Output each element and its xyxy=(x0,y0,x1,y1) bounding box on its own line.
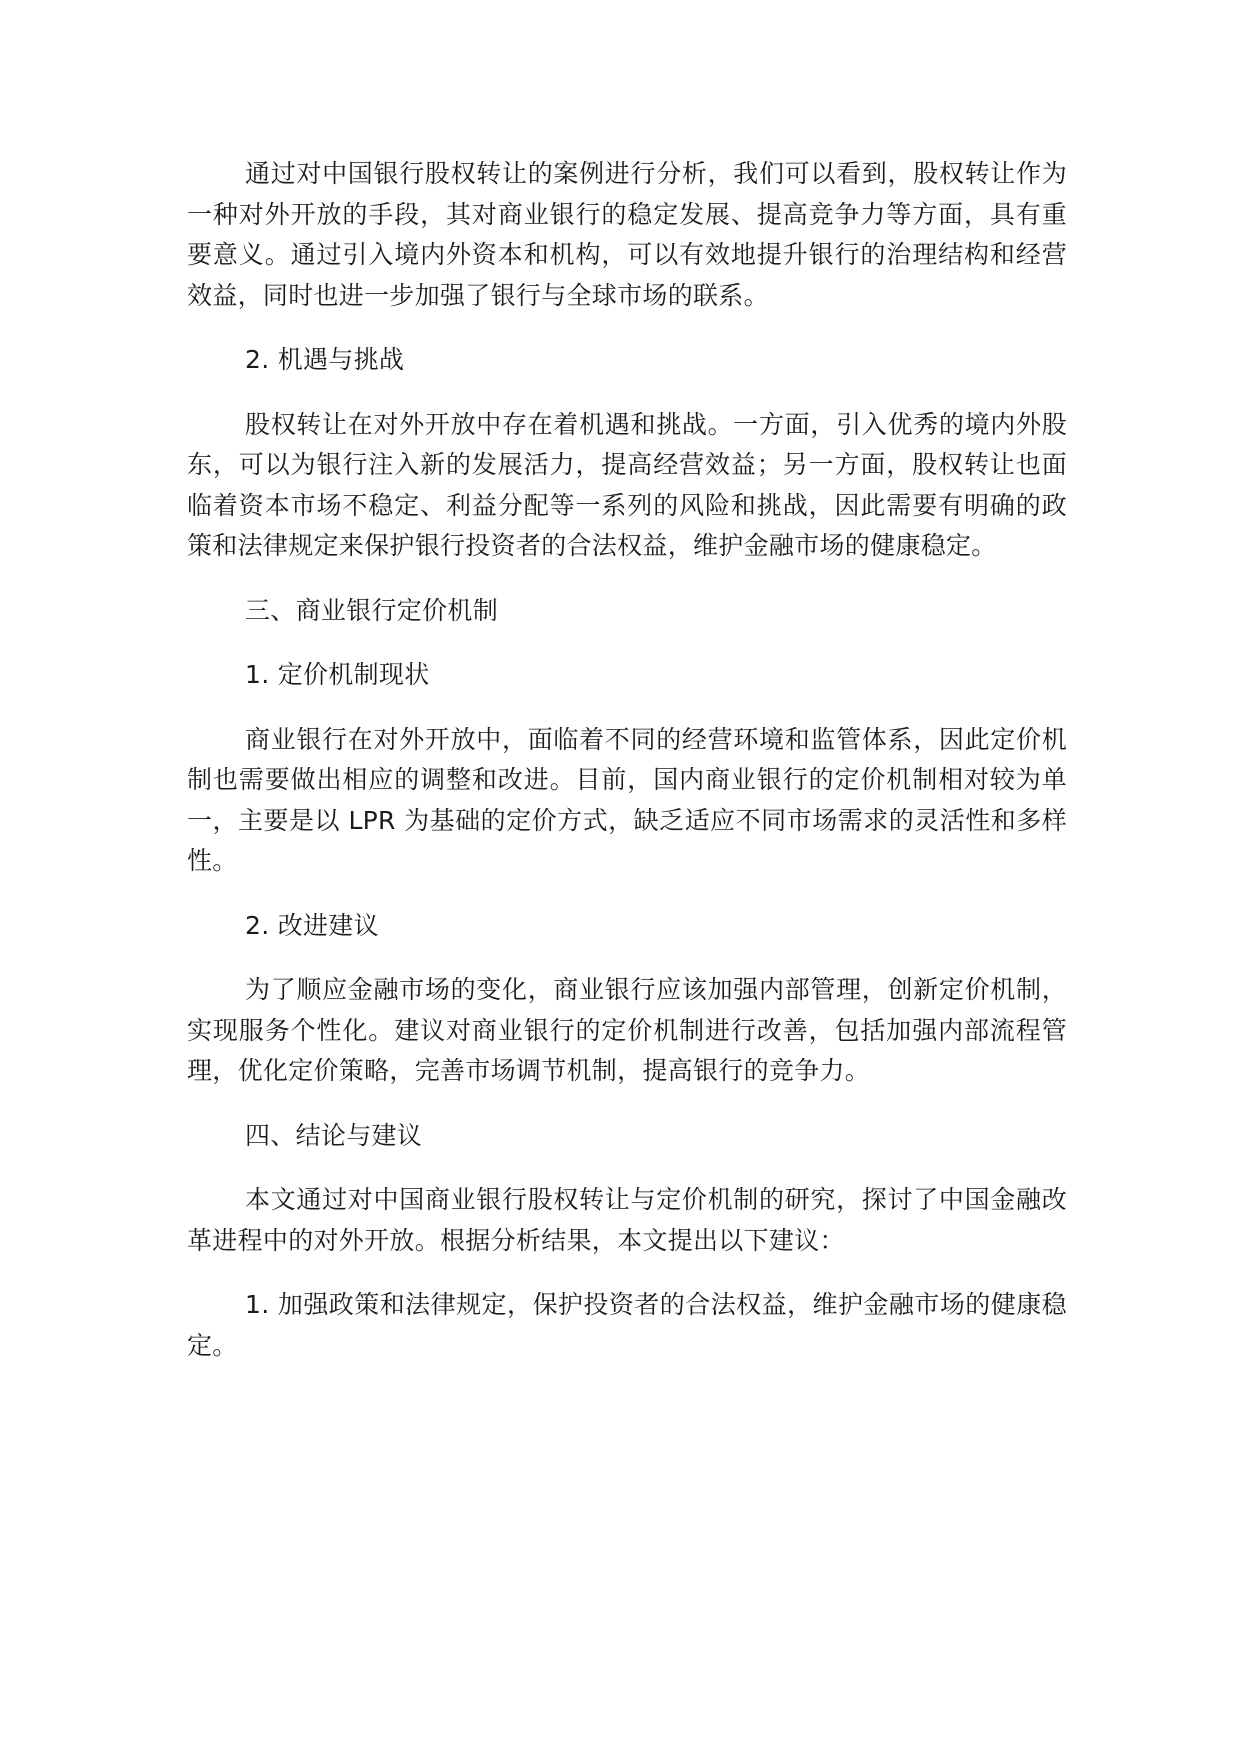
heading-pricing-status: 1. 定价机制现状 xyxy=(245,660,430,689)
paragraph-conclusion: 本文通过对中国商业银行股权转让与定价机制的研究，探讨了中国金融改革进程中的对外开放。根据分析结果，本文提出以下建议： xyxy=(187,1185,1067,1255)
heading-conclusion: 四、结论与建议 xyxy=(245,1120,423,1150)
heading-improvement-suggestions: 2. 改进建议 xyxy=(245,910,379,940)
heading-opportunities-challenges: 2. 机遇与挑战 xyxy=(245,345,405,374)
paragraph-opportunities-challenges: 股权转让在对外开放中存在着机遇和挑战。一方面，引入优秀的境内外股东，可以为银行注入新的发展活力，提高经营效益；另一方面，股权转让也面临着资本市场不稳定、利益分配等一系列的风险和挑战，因此需要有明确的政策和法律规定来保护银行投资者的合法权益，维护金融市场的健康稳定。 xyxy=(187,409,1067,560)
paragraph-improvement-suggestions: 为了顺应金融市场的变化，商业银行应该加强内部管理，创新定价机制，实现服务个性化。建议对商业银行的定价机制进行改善，包括加强内部流程管理，优化定价策略，完善市场调节机制，提高银行的竞争力。 xyxy=(187,975,1067,1085)
paragraph-recommendation-1: 1. 加强政策和法律规定，保护投资者的合法权益，维护金融市场的健康稳定。 xyxy=(187,1290,1067,1360)
paragraph-pricing-status: 商业银行在对外开放中，面临着不同的经营环境和监管体系，因此定价机制也需要做出相应的调整和改进。目前，国内商业银行的定价机制相对较为单一，主要是以 LPR 为基础的定价方式，缺乏适应不同市场需求的灵活性和多样性。 xyxy=(187,724,1067,875)
heading-pricing-mechanism: 三、商业银行定价机制 xyxy=(245,595,499,625)
paragraph-case-analysis: 通过对中国银行股权转让的案例进行分析，我们可以看到，股权转让作为一种对外开放的手段，其对商业银行的稳定发展、提高竞争力等方面，具有重要意义。通过引入境内外资本和机构，可以有效地提升银行的治理结构和经营效益，同时也进一步加强了银行与全球市场的联系。 xyxy=(187,159,1067,310)
document-body xyxy=(187,154,1067,1390)
